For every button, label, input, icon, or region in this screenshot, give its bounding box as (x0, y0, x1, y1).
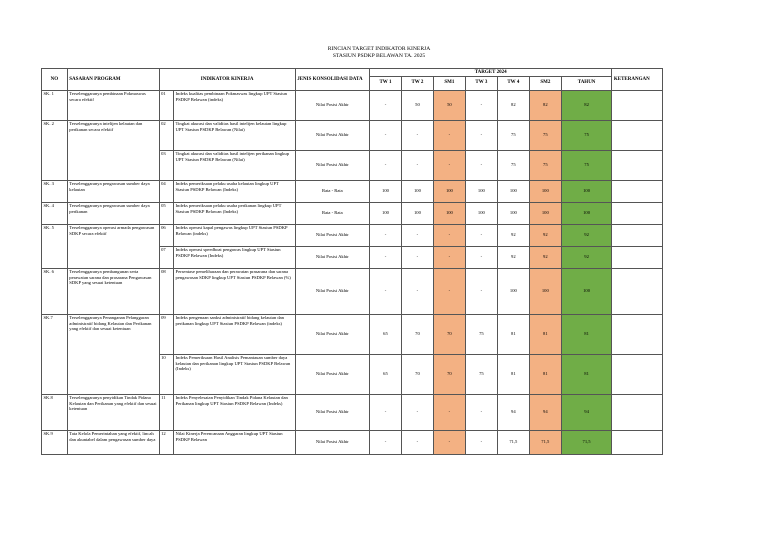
row-sm1: - (433, 120, 465, 150)
row-keterangan (612, 180, 663, 202)
row-sm1: - (433, 394, 465, 430)
header-jenis-konsolidasi: JENIS KONSOLIDASI DATA (295, 69, 369, 91)
row-sm1: 70 (433, 314, 465, 354)
row-indikator: Indeks Pemeriksaan Hasil Analisis Pemantauan sumber daya kelautan dan perikanan lingkup UPT Stasiun PSDKP Belawan (Indeks) (174, 354, 296, 394)
header-target: TARGET 2024 (369, 69, 611, 77)
row-keterangan (612, 394, 663, 430)
row-sm2: 92 (529, 224, 561, 246)
table-body (42, 90, 663, 454)
row-tw1: - (369, 120, 401, 150)
row-tw2: - (401, 224, 433, 246)
row-tw1: - (369, 394, 401, 430)
row-indikator-no: 01 (159, 90, 173, 120)
row-sm2: 94 (529, 394, 561, 430)
row-tw2: - (401, 394, 433, 430)
row-tw2: 100 (401, 202, 433, 224)
row-tahun: 81 (561, 354, 612, 394)
row-indikator-no: 12 (159, 430, 173, 454)
row-tw3: 75 (465, 354, 497, 394)
row-tw3: - (465, 150, 497, 180)
header-tw1: TW 1 (369, 76, 401, 90)
row-tahun: 92 (561, 224, 612, 246)
row-tw2: - (401, 150, 433, 180)
row-tw4: 100 (497, 268, 529, 314)
table-row (42, 120, 663, 150)
document-subtitle: STASIUN PSDKP BELAWAN TA. 2025 (332, 53, 426, 59)
row-keterangan (612, 246, 663, 268)
row-tw4: 100 (497, 180, 529, 202)
row-sasaran: Terselenggaranya pengawasan sumber daya kelautan (67, 180, 159, 202)
row-indikator-no: 10 (159, 354, 173, 394)
row-tw2: - (401, 268, 433, 314)
header-keterangan: KETERANGAN (612, 69, 663, 91)
table-row (42, 430, 663, 454)
row-jenis-konsolidasi: Nilai Posisi Akhir (295, 246, 369, 268)
row-indikator: Tingkat akurasi dan validitas hasil intelijen perikanan lingkup UPT Stasiun PSDKP Belawan (Nilai) (174, 150, 296, 180)
row-jenis-konsolidasi: Nilai Posisi Akhir (295, 268, 369, 314)
row-tw1: 65 (369, 354, 401, 394)
row-jenis-konsolidasi: Nilai Posisi Akhir (295, 150, 369, 180)
row-indikator: Persentase pemeliharaan dan perawatan prasarana dan sarana pengawasan SDKP lingkup UPT Stasiun PSDKP Belawan (%) (174, 268, 296, 314)
row-tw4: 100 (497, 202, 529, 224)
row-tw3: - (465, 430, 497, 454)
row-indikator: Indeks kualitas pembinaan Pokmaswas lingkup UPT Stasiun PSDKP Belawan (indeks) (174, 90, 296, 120)
row-sk-number: SK.7 (42, 314, 68, 394)
row-tw4: 94 (497, 394, 529, 430)
row-indikator-no: 05 (159, 202, 173, 224)
row-tw3: - (465, 120, 497, 150)
table-row (42, 202, 663, 224)
row-keterangan (612, 120, 663, 150)
row-tw4: 75 (497, 150, 529, 180)
row-tw3: - (465, 268, 497, 314)
row-sasaran: Terselenggaranya pengawasan sumber daya perikanan (67, 202, 159, 224)
row-tw4: 71,5 (497, 430, 529, 454)
row-jenis-konsolidasi: Rata - Rata (295, 180, 369, 202)
row-sk-number: SK. 6 (42, 268, 68, 314)
row-sm2: 75 (529, 120, 561, 150)
row-indikator-no: 08 (159, 268, 173, 314)
row-tahun: 92 (561, 246, 612, 268)
row-sm1: - (433, 150, 465, 180)
row-sm1: 70 (433, 354, 465, 394)
row-tw1: 100 (369, 202, 401, 224)
row-keterangan (612, 90, 663, 120)
row-tahun: 100 (561, 202, 612, 224)
row-jenis-konsolidasi: Nilai Posisi Akhir (295, 354, 369, 394)
row-tw2: 100 (401, 180, 433, 202)
row-keterangan (612, 224, 663, 246)
row-tw2: - (401, 120, 433, 150)
row-tw3: 100 (465, 202, 497, 224)
row-tw1: - (369, 90, 401, 120)
row-tahun: 100 (561, 180, 612, 202)
row-sm2: 81 (529, 354, 561, 394)
row-jenis-konsolidasi: Nilai Posisi Akhir (295, 224, 369, 246)
row-keterangan (612, 314, 663, 354)
row-sm2: 92 (529, 246, 561, 268)
header-indikator: INDIKATOR KINERJA (159, 69, 295, 91)
row-sm1: 50 (433, 90, 465, 120)
row-sasaran: Terselenggaranya pembangunan serta perawatan sarana dan prasarana Pengawasan SDKP yang sesuai ketentuan (67, 268, 159, 314)
row-indikator: Indeks pemeriksaan pelaku usaha kelautan lingkup UPT Stasiun PSDKP Belawan (Indeks) (174, 180, 296, 202)
row-tw1: - (369, 268, 401, 314)
row-indikator: Indeks pemeriksaan pelaku usaha perikanan lingkup UPT Stasiun PSDKP Belawan (Indeks) (174, 202, 296, 224)
row-indikator: Indeks operasi speedboat pengawas lingkup UPT Stasiun PSDKP Belawan (Indeks) (174, 246, 296, 268)
header-tahun: TAHUN (561, 76, 612, 90)
table-row (42, 394, 663, 430)
row-tw3: 100 (465, 180, 497, 202)
row-tw4: 81 (497, 354, 529, 394)
header-sm1: SM1 (433, 76, 465, 90)
row-keterangan (612, 354, 663, 394)
row-tahun: 71,5 (561, 430, 612, 454)
row-sk-number: SK.9 (42, 430, 68, 454)
target-table (41, 68, 663, 455)
row-jenis-konsolidasi: Nilai Posisi Akhir (295, 394, 369, 430)
document-title: RINCIAN TARGET INDIKATOR KINERJA (327, 46, 431, 52)
table-row (42, 90, 663, 120)
row-tw4: 92 (497, 246, 529, 268)
row-keterangan (612, 268, 663, 314)
row-jenis-konsolidasi: Nilai Posisi Akhir (295, 430, 369, 454)
row-sk-number: SK.8 (42, 394, 68, 430)
row-jenis-konsolidasi: Nilai Posisi Akhir (295, 314, 369, 354)
row-tw2: 70 (401, 314, 433, 354)
table-row (42, 268, 663, 314)
row-sk-number: SK. 1 (42, 90, 68, 120)
row-keterangan (612, 430, 663, 454)
row-tw3: - (465, 394, 497, 430)
row-sk-number: SK. 4 (42, 202, 68, 224)
row-tahun: 75 (561, 150, 612, 180)
row-jenis-konsolidasi: Nilai Posisi Akhir (295, 90, 369, 120)
row-tw1: - (369, 246, 401, 268)
row-tw4: 92 (497, 224, 529, 246)
row-sasaran: Terselenggaranya Penanganan Pelanggaran administratif bidang Kelautan dan Perikanan yang efektif dan sesuai ketentuan (67, 314, 159, 394)
row-tahun: 94 (561, 394, 612, 430)
row-sm2: 75 (529, 150, 561, 180)
row-tahun: 82 (561, 90, 612, 120)
header-no: NO (42, 69, 68, 91)
row-tw3: - (465, 246, 497, 268)
row-sm1: 100 (433, 202, 465, 224)
header-sm2: SM2 (529, 76, 561, 90)
row-tw1: - (369, 430, 401, 454)
row-indikator-no: 06 (159, 224, 173, 246)
row-indikator-no: 07 (159, 246, 173, 268)
row-sk-number: SK. 2 (42, 120, 68, 180)
row-keterangan (612, 202, 663, 224)
row-indikator-no: 02 (159, 120, 173, 150)
row-indikator: Indeks operasi kapal pengawas lingkup UPT Stasiun PSDKP Belawan (indeks) (174, 224, 296, 246)
header-tw3: TW 3 (465, 76, 497, 90)
row-sk-number: SK. 5 (42, 224, 68, 268)
row-tw1: - (369, 224, 401, 246)
row-sm1: - (433, 430, 465, 454)
row-sasaran: Tata Kelola Pemerintahan yang efektif, lincah dan akuntabel dalam pengawasan sumber daya (67, 430, 159, 454)
header-sasaran: SASARAN PROGRAM (67, 69, 159, 91)
row-sm2: 81 (529, 314, 561, 354)
row-tw2: 70 (401, 354, 433, 394)
header-tw2: TW 2 (401, 76, 433, 90)
row-tw3: - (465, 224, 497, 246)
table-row (42, 224, 663, 246)
row-indikator: Indeks Penyelesaian Penyidikan Tindak Pidana Kelautan dan Perikanan lingkup UPT Stasiun PSDKP Belawan (Indeks) (174, 394, 296, 430)
row-indikator: Indeks pengenaan sanksi administratif bidang kelautan dan perikanan lingkup UPT Stasiun PSDKP Belawan (indeks) (174, 314, 296, 354)
row-tw4: 75 (497, 120, 529, 150)
row-indikator: Tingkat akurasi dan validitas hasil intelijen kelautan lingkup UPT Stasiun PSDKP Belawan (Nilai) (174, 120, 296, 150)
table-row (42, 180, 663, 202)
row-sm1: - (433, 224, 465, 246)
row-indikator: Nilai Kinerja Perencanaan Anggaran lingkup UPT Stasiun PSDKP Belawan (174, 430, 296, 454)
row-indikator-no: 11 (159, 394, 173, 430)
row-jenis-konsolidasi: Nilai Posisi Akhir (295, 120, 369, 150)
row-sm2: 71,5 (529, 430, 561, 454)
row-tw1: - (369, 150, 401, 180)
row-tw3: 75 (465, 314, 497, 354)
row-sm2: 100 (529, 268, 561, 314)
row-tw2: - (401, 430, 433, 454)
row-sasaran: Terselenggaranya pembinaan Pokmaswas secara efektif (67, 90, 159, 120)
row-jenis-konsolidasi: Rata - Rata (295, 202, 369, 224)
row-tw1: 65 (369, 314, 401, 354)
row-tahun: 75 (561, 120, 612, 150)
header-tw4: TW 4 (497, 76, 529, 90)
row-sm2: 82 (529, 90, 561, 120)
row-tw3: - (465, 90, 497, 120)
row-tw4: 82 (497, 90, 529, 120)
row-tw1: 100 (369, 180, 401, 202)
row-keterangan (612, 150, 663, 180)
row-sasaran: Terselenggaranya penyidikan Tindak Pidana Kelautan dan Perikanan yang efektif dan sesuai ketentuan (67, 394, 159, 430)
table-row (42, 314, 663, 354)
row-indikator-no: 09 (159, 314, 173, 354)
row-tw4: 81 (497, 314, 529, 354)
row-indikator-no: 03 (159, 150, 173, 180)
row-indikator-no: 04 (159, 180, 173, 202)
row-sasaran: Terselenggaranya intelijen kelautan dan perikanan secara efektif (67, 120, 159, 180)
row-sm1: 100 (433, 180, 465, 202)
row-sm2: 100 (529, 180, 561, 202)
row-tahun: 81 (561, 314, 612, 354)
row-tw2: - (401, 246, 433, 268)
row-sm1: - (433, 268, 465, 314)
row-sm1: - (433, 246, 465, 268)
row-sasaran: Terselenggaranya operasi armada pengawasan SDKP secara efektif (67, 224, 159, 268)
row-sm2: 100 (529, 202, 561, 224)
row-tw2: 50 (401, 90, 433, 120)
row-tahun: 100 (561, 268, 612, 314)
row-sk-number: SK. 3 (42, 180, 68, 202)
